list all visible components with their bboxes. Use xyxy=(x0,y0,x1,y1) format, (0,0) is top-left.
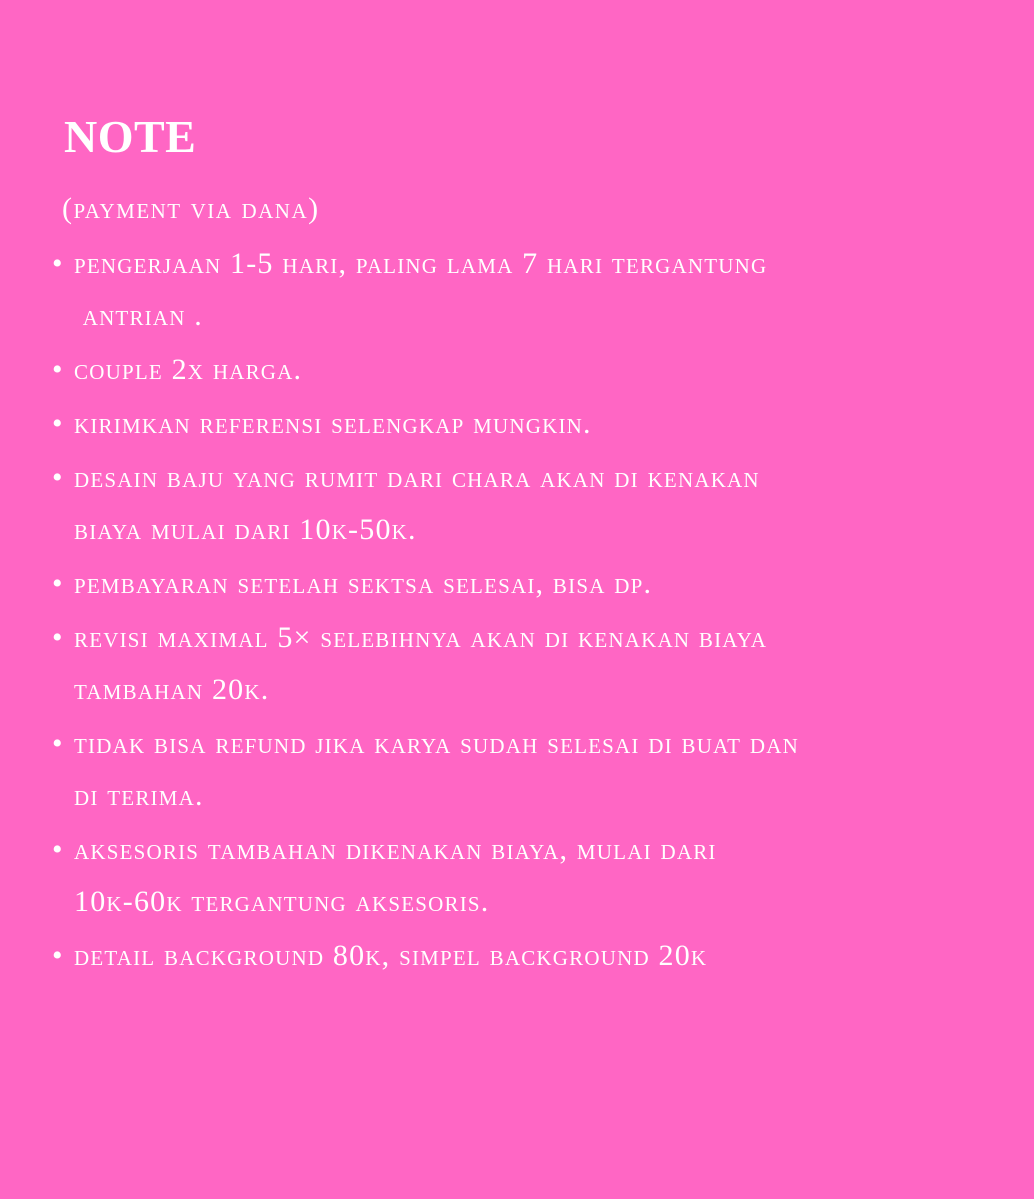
note-title: NOTE xyxy=(64,111,197,162)
bullet-point: • xyxy=(52,407,63,440)
bullet-point: • xyxy=(52,567,63,600)
note-line: aksesoris tambahan dikenakan biaya, mulai dari xyxy=(74,833,717,866)
note-line: revisi maximal 5× selebihnya akan di kenakan biaya xyxy=(74,621,768,654)
note-line: detail background 80k, simpel background 20k xyxy=(74,939,708,972)
note-line: desain baju yang rumit dari chara akan di kenakan xyxy=(74,461,760,494)
note-line: tidak bisa refund jika karya sudah selesai di buat dan xyxy=(74,727,799,760)
note-item-revision xyxy=(52,612,1027,716)
note-item-text xyxy=(74,344,1027,396)
note-line: biaya mulai dari 10k-50k. xyxy=(74,513,417,546)
note-line: 10k-60k tergantung aksesoris. xyxy=(74,885,490,918)
bullet-point: • xyxy=(52,353,63,386)
note-item-text xyxy=(74,238,1027,342)
note-line: antrian . xyxy=(74,299,203,332)
note-line: kirimkan referensi selengkap mungkin. xyxy=(74,407,592,440)
payment-method-note: (payment via dana) xyxy=(62,192,320,225)
note-item-background xyxy=(52,930,1027,982)
note-line: couple 2x harga. xyxy=(74,353,303,386)
note-item-text xyxy=(74,824,1027,928)
note-item-text xyxy=(74,558,1027,610)
bullet-point: • xyxy=(52,939,63,972)
bullet-point: • xyxy=(52,461,63,494)
note-item-outfit-fee xyxy=(52,452,1027,556)
note-line: pembayaran setelah sektsa selesai, bisa dp. xyxy=(74,567,653,600)
note-line: tambahan 20k. xyxy=(74,673,270,706)
note-item-text xyxy=(74,718,1027,822)
bullet-point: • xyxy=(52,247,63,280)
note-item-accessories xyxy=(52,824,1027,928)
bullet-point: • xyxy=(52,621,63,654)
note-item-reference xyxy=(52,398,1027,450)
bullet-point: • xyxy=(52,833,63,866)
note-item-text xyxy=(74,398,1027,450)
note-item-text xyxy=(74,930,1027,982)
note-item-turnaround xyxy=(52,238,1027,342)
note-line: pengerjaan 1-5 hari, paling lama 7 hari tergantung xyxy=(74,247,768,280)
note-item-payment xyxy=(52,558,1027,610)
note-item-couple xyxy=(52,344,1027,396)
note-line: di terima. xyxy=(74,779,204,812)
note-item-text xyxy=(74,452,1027,556)
bullet-point: • xyxy=(52,727,63,760)
note-list xyxy=(52,238,1027,984)
note-item-refund xyxy=(52,718,1027,822)
note-item-text xyxy=(74,612,1027,716)
